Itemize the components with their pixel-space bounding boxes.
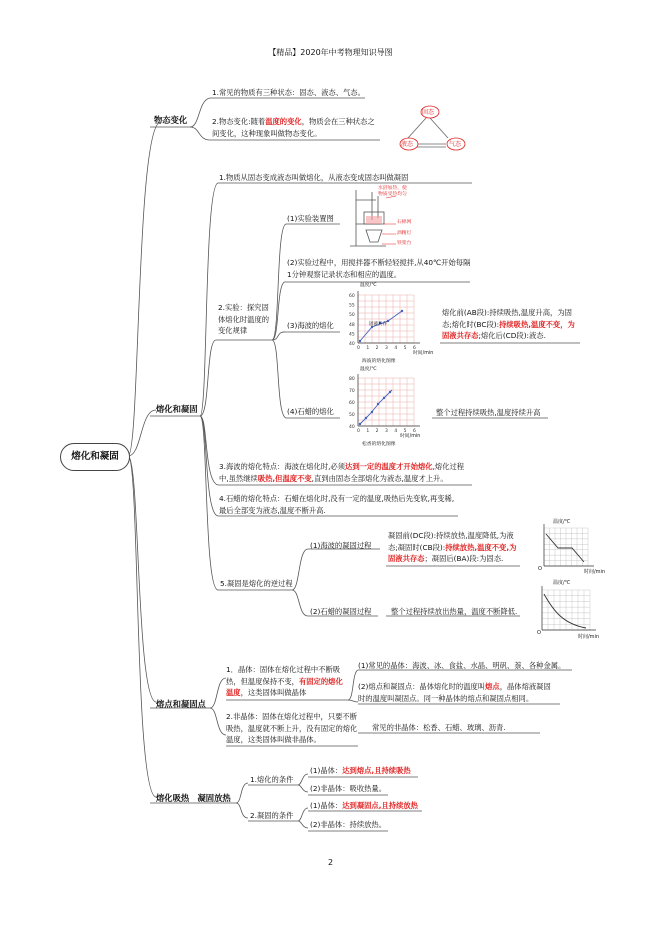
triangle-solid: 固态 (422, 109, 435, 116)
wf-curve (544, 594, 586, 628)
wax-chart-caption: 松香的熔化图像 (362, 442, 396, 447)
hypo-chart-xlabel: 时间/min (413, 351, 434, 356)
melting-crystal-condition: (1)晶体：达到熔点,且持续吸热 (310, 766, 411, 775)
melting-condition: 1.熔化的条件 (250, 775, 294, 784)
amorphous-definition: 2.非晶体：固体在熔化过程中，只要不断吸热，温度就不断上升，没有固定的熔化温度，这类固体叫做非晶体。 (226, 712, 358, 745)
page-number: 2 (327, 858, 334, 867)
hf-chart-xlabel: 时间/min (584, 569, 606, 575)
wax-melting-chart (344, 370, 436, 448)
hypo-chart-note: 固液共存 (369, 322, 387, 327)
experiment-label: 2.实验：探究固体熔化时温度的变化规律 (218, 303, 270, 336)
wax-melting-label: (4)石蜡的熔化 (287, 407, 334, 416)
wf-chart-origin: O (537, 630, 541, 636)
melting-amorphous-condition: (2)非晶体：吸收热量。 (310, 784, 387, 793)
data-point (365, 417, 367, 419)
data-point (377, 403, 379, 405)
apparatus-label-water-bath: 水浴加热，使物质受热均匀 (378, 186, 407, 197)
melt-definition: 1.物质从固态变成液态叫做熔化，从液态变成固态叫做凝固 (219, 173, 409, 182)
page-header: 【精品】2020年中考物理知识导图 (268, 48, 393, 57)
state-note-1: 1.常见的物质有三种状态：固态、液态、气态。 (212, 88, 365, 97)
triangle-liquid: 液态 (401, 141, 414, 148)
hypo-freezing-label: (1)海波的凝固过程 (310, 541, 372, 550)
crystal-definition: 1．晶体：固体在熔化过程中不断吸热，但温度保持不变，有固定的熔化温度，这类固体叫做晶体 (226, 665, 343, 698)
x-tick-label: 0 (357, 429, 360, 434)
x-tick-label: 4 (394, 346, 398, 351)
y-tick-label: 70 (349, 389, 355, 394)
y-tick-label: 60 (349, 294, 355, 299)
apparatus-label-asbestos: 石棉网 (397, 220, 412, 225)
data-point (359, 340, 361, 342)
exp-process-note: (2)实验过程中，用搅拌器不断轻轻搅拌,从40℃开始每隔1分钟观察记录状态和相应的温度。 (287, 258, 471, 279)
wax-melting-feature: 4.石蜡的熔化特点：石蜡在熔化时,没有一定的温度,吸热后先变软,再变稀,最后全部变为液态,温度不断升高. (219, 494, 455, 515)
data-point (383, 397, 385, 399)
triangle-gas: 气态 (449, 141, 462, 148)
root-node: 熔化和凝固 (60, 443, 130, 471)
x-tick-label: 1 (366, 429, 370, 434)
freezing-condition: 2.凝固的条件 (250, 811, 294, 820)
wax-freezing-chart (536, 582, 608, 642)
branch-melting-point-title: 熔点和凝固点 (156, 699, 206, 709)
hypo-melting-label: (3)海波的熔化 (287, 321, 334, 330)
y-tick-label: 50 (349, 413, 355, 418)
hypo-chart-caption: 海波的熔化图像 (362, 359, 396, 364)
apparatus-label-stand: 铁架台 (397, 241, 412, 246)
y-tick-label: 60 (349, 401, 355, 406)
data-point (371, 411, 373, 413)
x-tick-label: 5 (403, 429, 407, 434)
hypo-melting-feature: 3.海波的熔化特点：海波在熔化时,必须达到一定的温度才开始熔化,熔化过程中,虽然继续吸热,但温度不变,直到由固态全部熔化为液态,温度才上升。 (219, 462, 465, 483)
y-tick-label: 45 (349, 332, 355, 338)
common-crystals: (1)常见的晶体：海波、冰、食盐、水晶、明矾、萘、各种金属。 (358, 661, 566, 670)
state-note-2: 2.物态变化:随着温度的变化，物质会在三种状态之间变化，这种现象叫做物态变化。 (212, 117, 375, 138)
x-tick-label: 0 (357, 346, 360, 351)
x-tick-label: 5 (403, 346, 407, 351)
y-tick-label: 55 (349, 303, 355, 309)
y-tick-label: 40 (349, 342, 355, 347)
hypo-chart-ylabel: 温度/℃ (360, 283, 377, 288)
wax-freezing-label: (2)石蜡的凝固过程 (310, 607, 372, 616)
freezing-crystal-condition: (1)晶体：达到凝固点,且持续放热 (310, 801, 418, 810)
data-point (359, 423, 361, 425)
hypo-freezing-note: 凝固前(DC段):持续放热,温度降低,为液态;凝固时(CB段):持续放热,温度不变,为固液共存态；凝固后(BA)段:为固态. (388, 531, 517, 564)
x-tick-label: 2 (375, 429, 379, 434)
x-tick-label: 6 (413, 346, 416, 351)
y-tick-label: 48 (349, 322, 355, 328)
x-tick-label: 6 (413, 429, 416, 434)
branch-heat-title: 熔化吸热 凝固放热 (156, 793, 231, 803)
x-tick-label: 2 (375, 346, 379, 351)
wax-chart-ylabel: 温度/℃ (360, 367, 377, 372)
x-tick-label: 3 (385, 429, 388, 434)
x-tick-label: 1 (366, 346, 370, 351)
melting-freezing-point: (2)熔点和凝固点：晶体熔化时的温度叫熔点，晶体熔液凝固时的温度叫凝固点。同一种晶体的熔点和凝固点相同。 (358, 682, 551, 703)
hypo-melting-note: 熔化前(AB段):持续吸热,温度升高，为固态;熔化时(BC段):持续吸热,温度不变，为固液共存态;熔化后(CD段):液态. (442, 308, 575, 341)
apparatus-label-lamp: 酒精灯 (397, 231, 412, 236)
wf-chart-xlabel: 时间/min (578, 634, 600, 640)
y-tick-label: 80 (349, 377, 355, 382)
freezing-amorphous-condition: (2)非晶体：持续放热。 (310, 820, 387, 829)
exp-apparatus-label: (1)实验装置图 (287, 214, 334, 223)
wf-chart-ylabel: 温度/℃ (553, 580, 571, 586)
y-tick-label: 50 (349, 313, 355, 319)
x-tick-label: 4 (394, 429, 398, 434)
wax-freezing-note: 整个过程持续放出热量，温度不断降低. (391, 607, 518, 616)
hf-chart-ylabel: 温度/℃ (553, 519, 571, 525)
data-point (401, 310, 403, 312)
x-tick-label: 3 (385, 346, 388, 351)
branch-melt-freeze-title: 熔化和凝固 (156, 404, 198, 414)
data-point (387, 320, 389, 322)
data-point (389, 391, 391, 393)
hf-chart-origin: O (538, 566, 542, 572)
branch-state-change-title: 物态变化 (154, 115, 188, 125)
y-tick-label: 40 (349, 425, 355, 430)
wax-curve (360, 390, 392, 424)
wax-melting-note: 整个过程持续吸热,温度持续升高 (436, 408, 541, 417)
wax-chart-xlabel: 时间/min (400, 434, 421, 439)
hf-curve (546, 534, 584, 562)
freeze-reverse-label: 5.凝固是熔化的逆过程 (220, 579, 293, 588)
common-amorphous: 常见的非晶体：松香、石蜡、玻璃、沥青. (372, 723, 506, 732)
